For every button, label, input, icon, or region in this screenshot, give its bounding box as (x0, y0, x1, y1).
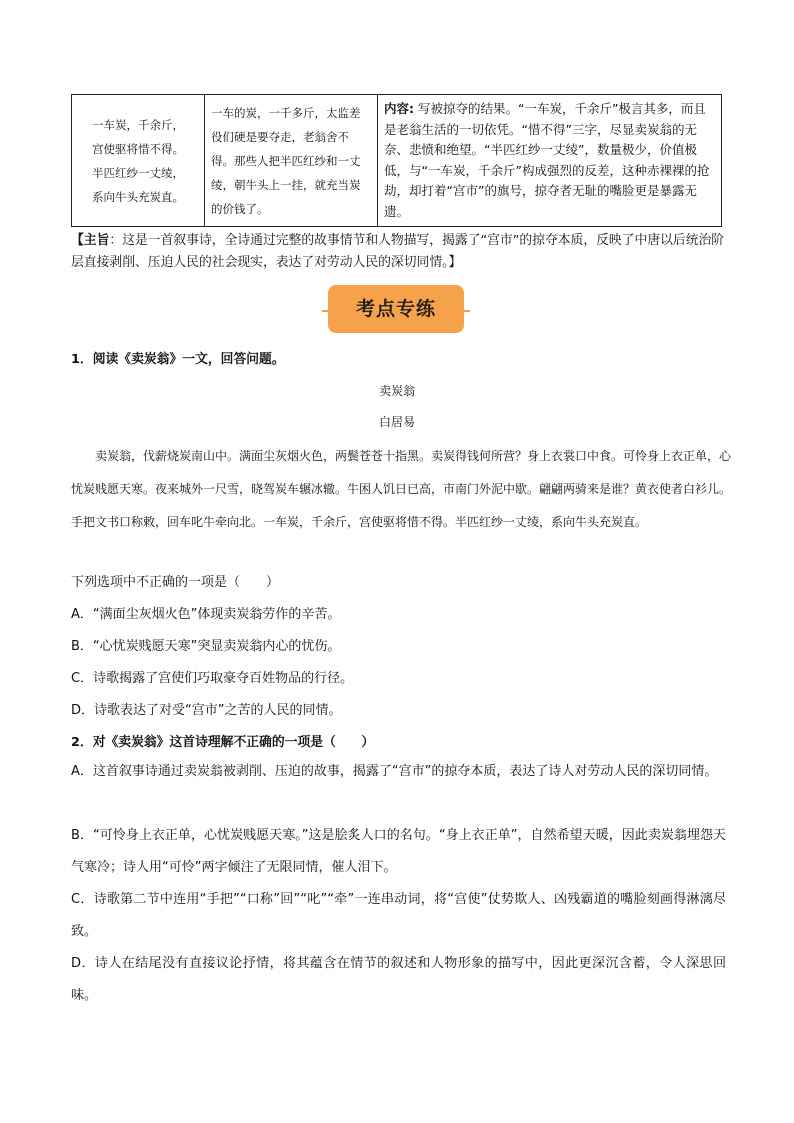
theme-label: 【主旨 (71, 233, 110, 248)
translation-cell: 一车的炭，一千多斤，太监差役们硬是要夺走，老翁舍不得。那些人把半匹红纱和一丈绫，朝牛头上一挂，就充当炭的价钱了。 (205, 95, 378, 227)
poem-text: 卖炭翁，伐薪烧炭南山中。满面尘灰烟火色，两鬓苍苍十指黑。卖炭得钱何所营？身上衣裳口中食。可怜身上衣正单，心忧炭贱愿天寒。夜来城外一尺雪，晓驾炭车辗冰辙。牛困人饥日已高，市南门外泥中歇。翩翩两骑来是谁？黄衣使者白衫儿。手把文书口称敕，回车叱牛牵向北。一车炭，千余斤，宫使驱将惜不得。半匹红纱一丈绫，系向牛头充炭直。 (71, 449, 732, 529)
question-2-option-b: B．“可怜身上衣正单，心忧炭贱愿天寒。”这是脍炙人口的名句。“身上衣正单”，自然希望天暖，因此卖炭翁埋怨天气寒冷；诗人用“可怜”两字倾注了无限同情，催人泪下。 (71, 828, 726, 875)
question-1-option-c: C．诗歌揭露了宫使们巧取豪夺百姓物品的行径。 (71, 671, 354, 686)
original-line: 系向牛头充炭直。 (92, 189, 184, 204)
question-1-option-b: B．“心忧炭贱愿天寒”突显卖炭翁内心的忧伤。 (71, 639, 341, 654)
original-text-cell (72, 95, 205, 227)
question-1-prompt: 下列选项中不正确的一项是（ ） (71, 575, 280, 590)
question-2-option-c: C．诗歌第二节中连用“手把”“口称”回”“叱”“牵”一连串动词，将“宫使”仗势欺人、凶残霸道的嘴脸刻画得淋漓尽致。 (71, 892, 726, 939)
question-2-option-d: D．诗人在结尾没有直接议论抒情，将其蕴含在情节的叙述和人物形象的描写中，因此更深沉含蓄，令人深思回味。 (71, 956, 726, 1003)
original-line: 半匹红纱一丈绫， (92, 165, 184, 180)
table-row (72, 95, 722, 227)
question-1-option-a: A．“满面尘灰烟火色”体现卖炭翁劳作的辛苦。 (71, 607, 341, 622)
section-banner (322, 285, 470, 335)
question-1-title: 1．阅读《卖炭翁》一文，回答问题。 (71, 352, 285, 367)
theme-summary (71, 230, 731, 274)
theme-text: ：这是一首叙事诗，全诗通过完整的故事情节和人物描写，揭露了“宫市”的掠夺本质，反映了中唐以后统治阶层直接剥削、压迫人民的社会现实，表达了对劳动人民的深切同情。】 (71, 233, 725, 270)
question-2-title: 2．对《卖炭翁》这首诗理解不正确的一项是（ ） (71, 735, 375, 750)
analysis-cell (378, 95, 722, 227)
question-1-option-d: D．诗歌表达了对受“宫市”之苦的人民的同情。 (71, 703, 342, 718)
poem-author: 白居易 (378, 415, 415, 429)
question-2-option-a: A．这首叙事诗通过卖炭翁被剥削、压迫的故事，揭露了“宫市”的掠夺本质，表达了诗人对劳动人民的深切同情。 (71, 764, 718, 779)
annotation-table (71, 94, 722, 227)
banner-label: 考点专练 (328, 285, 464, 333)
original-line: 一车炭，千余斤， (92, 117, 184, 132)
content-label: 内容: (384, 101, 414, 116)
poem-title: 卖炭翁 (378, 384, 415, 398)
original-line: 宫使驱将惜不得。 (92, 141, 184, 156)
analysis-text: 写被掠夺的结果。“一车炭，千余斤”极言其多，而且是老翁生活的一切依凭。“惜不得”三字，尽显卖炭翁的无奈、悲愤和绝望。“半匹红纱一丈绫”，数量极少，价值极低，与“一车炭，千余斤”构成强烈的反差，这种赤裸裸的抢劫，却打着“宫市”的旗号，掠夺者无耻的嘴脸更是暴露无遗。 (384, 101, 710, 219)
